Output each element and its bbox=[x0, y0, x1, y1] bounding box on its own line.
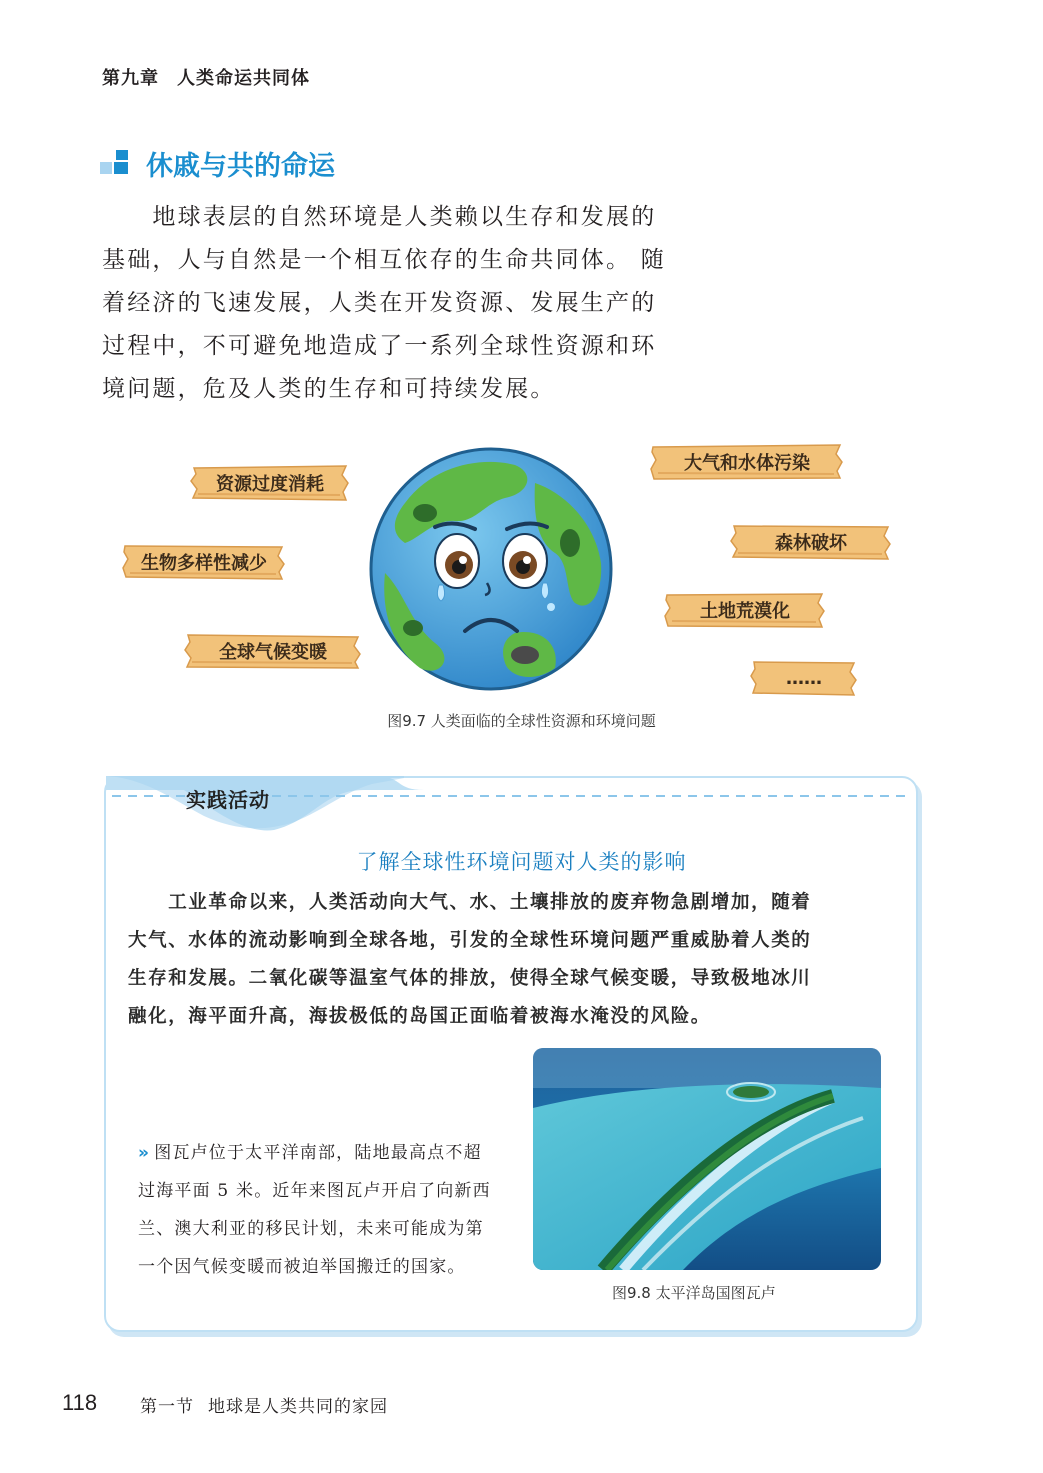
activity-line: 融化，海平面升高，海拔极低的岛国正面临着被海水淹没的风险。 bbox=[128, 1006, 711, 1027]
plank-more bbox=[750, 660, 858, 696]
footer-section: 第一节 bbox=[140, 1397, 194, 1417]
section-square-icon bbox=[100, 150, 130, 176]
figure-9-8-caption: 图9.8 太平洋岛国图瓦卢 bbox=[612, 1284, 776, 1302]
footer-section-title bbox=[140, 1392, 388, 1417]
plank-label: 大气和水体污染 bbox=[684, 453, 810, 474]
intro-paragraph bbox=[102, 196, 668, 411]
tuvalu-aerial-photo bbox=[533, 1048, 881, 1270]
activity-line: 大气、水体的流动影响到全球各地，引发的全球性环境问题严重威胁着人类的 bbox=[128, 930, 812, 951]
plank-label: …… bbox=[786, 667, 822, 689]
plank-warming bbox=[184, 633, 362, 669]
chapter-number: 第九章 bbox=[102, 68, 159, 89]
footer-section-name: 地球是人类共同的家园 bbox=[208, 1397, 388, 1417]
intro-line: 境问题，危及人类的生存和可持续发展。 bbox=[102, 376, 556, 402]
figure-9-7-caption: 图9.7 人类面临的全球性资源和环境问题 bbox=[387, 712, 656, 730]
intro-line: 地球表层的自然环境是人类赖以生存和发展的 bbox=[102, 204, 657, 230]
page-number: 118 bbox=[62, 1390, 98, 1415]
section-title: 休戚与共的命运 bbox=[146, 151, 335, 182]
note-line: 一个因气候变暖而被迫举国搬迁的国家。 bbox=[138, 1257, 466, 1277]
plank-label: 土地荒漠化 bbox=[700, 601, 790, 622]
chapter-header bbox=[102, 64, 310, 90]
chapter-title: 人类命运共同体 bbox=[177, 68, 310, 89]
plank-resource bbox=[190, 465, 350, 501]
intro-line: 基础，人与自然是一个相互依存的生命共同体。 随 bbox=[102, 247, 666, 273]
activity-line: 生存和发展。二氧化碳等温室气体的排放，使得全球气候变暖，导致极地冰川 bbox=[128, 968, 812, 989]
plank-label: 生物多样性减少 bbox=[141, 553, 267, 574]
activity-line: 工业革命以来，人类活动向大气、水、土壤排放的废弃物急剧增加，随着 bbox=[128, 892, 812, 913]
plank-forest bbox=[730, 524, 892, 560]
plank-label: 资源过度消耗 bbox=[216, 474, 324, 495]
plank-label: 全球气候变暖 bbox=[219, 642, 327, 663]
note-line: 兰、澳大利亚的移民计划，未来可能成为第 bbox=[138, 1219, 484, 1239]
double-chevron-icon: » bbox=[138, 1143, 151, 1163]
activity-title: 了解全球性环境问题对人类的影响 bbox=[356, 850, 687, 874]
plank-desert bbox=[664, 592, 826, 628]
crying-earth-illustration bbox=[365, 443, 617, 695]
note-line: 过海平面 5 米。近年来图瓦卢开启了向新西 bbox=[138, 1181, 491, 1201]
intro-line: 过程中，不可避免地造成了一系列全球性资源和环 bbox=[102, 333, 657, 359]
practice-tab-label: 实践活动 bbox=[186, 788, 270, 812]
activity-body bbox=[128, 884, 888, 1036]
tuvalu-note bbox=[138, 1134, 498, 1286]
plank-label: 森林破坏 bbox=[775, 533, 847, 554]
intro-line: 着经济的飞速发展，人类在开发资源、发展生产的 bbox=[102, 290, 657, 316]
plank-pollution bbox=[650, 444, 844, 480]
note-line: 图瓦卢位于太平洋南部，陆地最高点不超 bbox=[154, 1143, 482, 1163]
plank-biodiversity bbox=[122, 544, 286, 580]
